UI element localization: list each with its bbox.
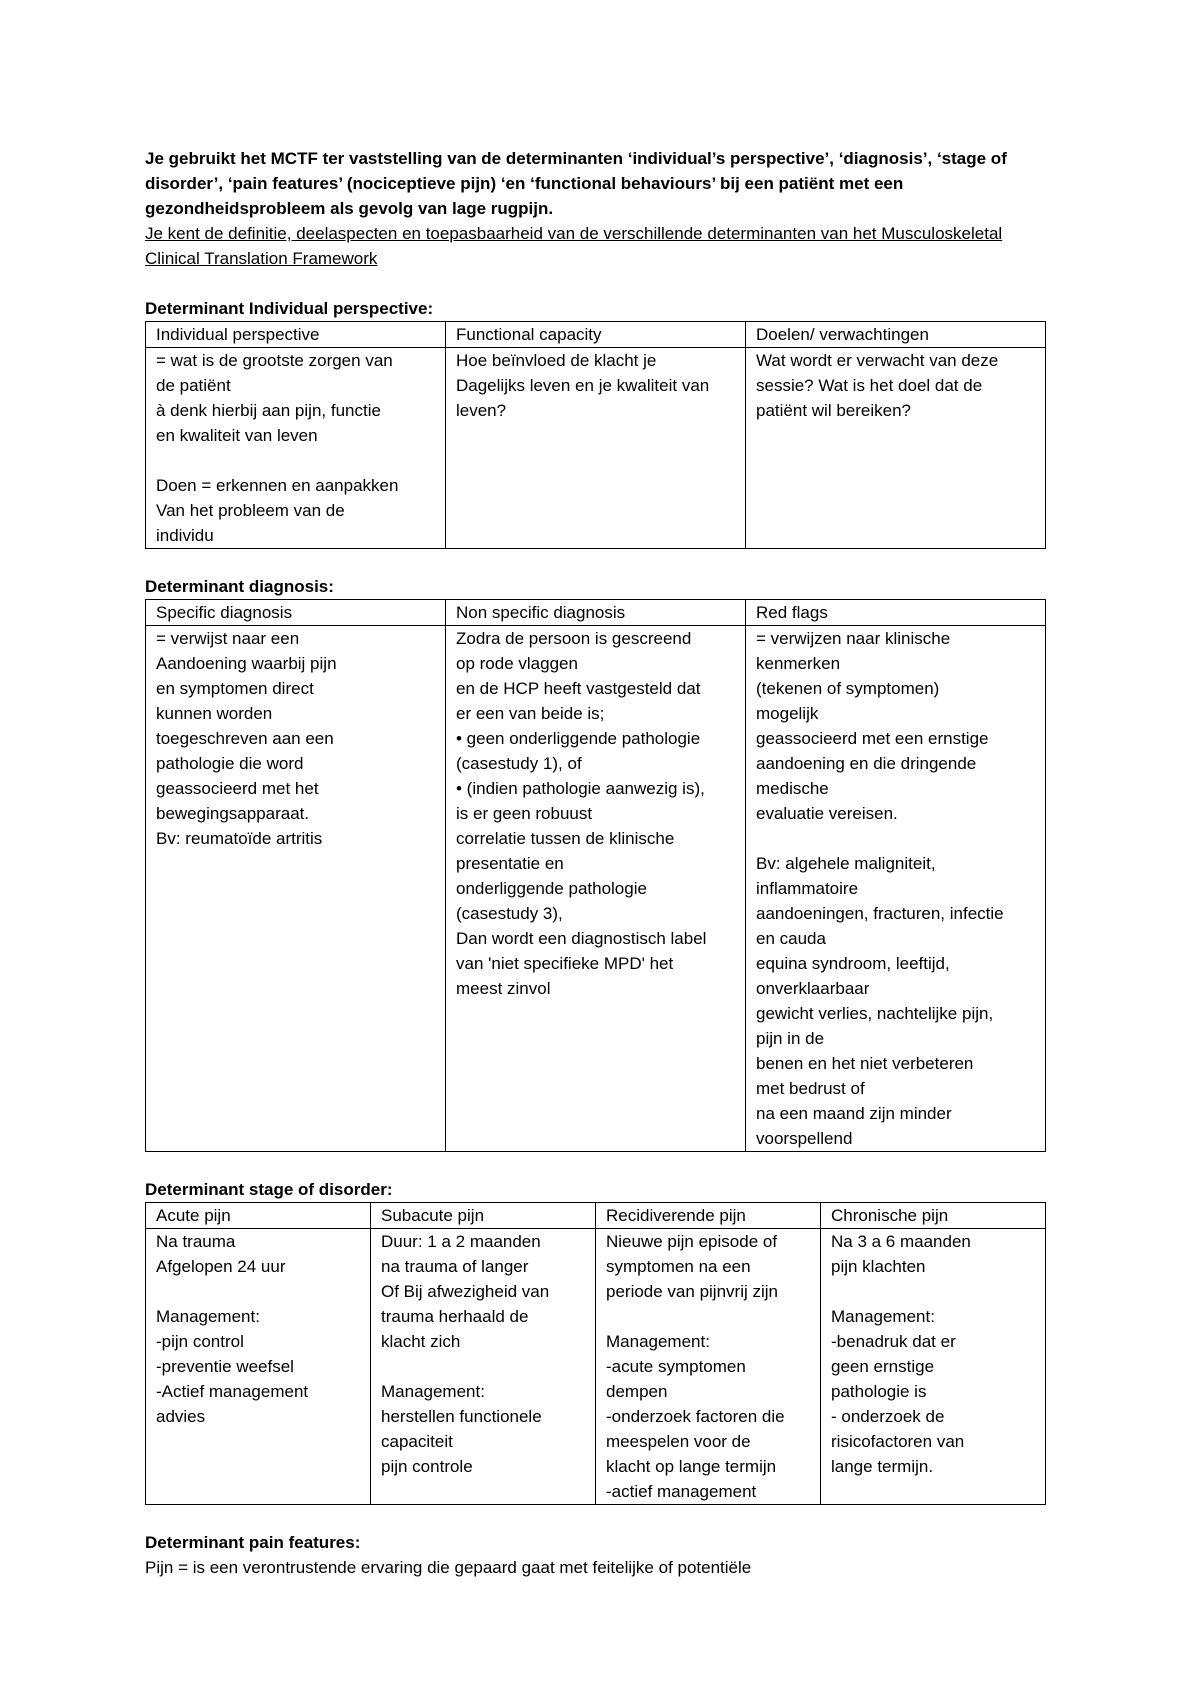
pain-definition-text: Pijn = is een verontrustende ervaring die gepaard gaat met feitelijke of potentiële: [145, 1558, 752, 1577]
heading-diagnosis: Determinant diagnosis:: [145, 577, 334, 596]
table-row: [146, 626, 1046, 1152]
cell-chronische-pijn: Na 3 a 6 maanden pijn klachten Management: -benadruk dat er geen ernstige pathologie is - onderzoek de risicofactoren van lange termijn.: [821, 1229, 1046, 1505]
cell-doelen-verwachtingen: Wat wordt er verwacht van deze sessie? Wat is het doel dat de patiënt wil bereiken?: [746, 348, 1046, 549]
header-specific-diagnosis: Specific diagnosis: [146, 600, 446, 626]
header-subacute-pijn: Subacute pijn: [371, 1203, 596, 1229]
spacer: [145, 1152, 1045, 1177]
header-recidiverende-pijn: Recidiverende pijn: [596, 1203, 821, 1229]
document-page: [145, 146, 1045, 1580]
cell-acute-pijn: Na trauma Afgelopen 24 uur Management: -pijn control -preventie weefsel -Actief management advies: [146, 1229, 371, 1505]
spacer: [145, 549, 1045, 574]
intro-learning-goal: Je gebruikt het MCTF ter vaststelling van de determinanten ‘individual’s perspective’, ‘diagnosis’, ‘stage of disorder’, ‘pain features’ (nociceptieve pijn) ‘en ‘functional behaviours’ bij een patiënt met een gezondheidsprobleem als gevolg van lage rugpijn.: [145, 149, 1007, 218]
table-stage-of-disorder: [145, 1202, 1046, 1505]
intro-underlined-goal: Je kent de definitie, deelaspecten en toepasbaarheid van de verschillende determinanten van het Musculoskeletal Clinical Translation Framework: [145, 224, 1003, 268]
header-functional-capacity: Functional capacity: [446, 322, 746, 348]
spacer: [145, 271, 1045, 296]
table-row: [146, 1229, 1046, 1505]
table-header-row: [146, 1203, 1046, 1229]
cell-subacute-pijn: Duur: 1 a 2 maanden na trauma of langer Of Bij afwezigheid van trauma herhaald de klacht zich Management: herstellen functionele capaciteit pijn controle: [371, 1229, 596, 1505]
heading-individual-perspective: Determinant Individual perspective:: [145, 299, 434, 318]
table-header-row: [146, 600, 1046, 626]
cell-recidiverende-pijn: Nieuwe pijn episode of symptomen na een periode van pijnvrij zijn Management: -acute symptomen dempen -onderzoek factoren die meespelen voor de klacht op lange termijn -actief management: [596, 1229, 821, 1505]
header-chronische-pijn: Chronische pijn: [821, 1203, 1046, 1229]
cell-specific-diagnosis: = verwijst naar een Aandoening waarbij pijn en symptomen direct kunnen worden toegeschreven aan een pathologie die word geassocieerd met het bewegingsapparaat. Bv: reumatoïde artritis: [146, 626, 446, 1152]
cell-functional-capacity: Hoe beïnvloed de klacht je Dagelijks leven en je kwaliteit van leven?: [446, 348, 746, 549]
spacer: [145, 1505, 1045, 1530]
table-header-row: [146, 322, 1046, 348]
table-individual-perspective: [145, 321, 1046, 549]
cell-non-specific-diagnosis: Zodra de persoon is gescreend op rode vlaggen en de HCP heeft vastgesteld dat er een van beide is; • geen onderliggende pathologie (casestudy 1), of • (indien pathologie aanwezig is), is er geen robuust correlatie tussen de klinische presentatie en onderliggende pathologie (casestudy 3), Dan wordt een diagnostisch label van 'niet specifieke MPD' het meest zinvol: [446, 626, 746, 1152]
cell-red-flags: = verwijzen naar klinische kenmerken (tekenen of symptomen) mogelijk geassocieerd met een ernstige aandoening en die dringende medische evaluatie vereisen. Bv: algehele maligniteit, inflammatoire aandoeningen, fracturen, infectie en cauda equina syndroom, leeftijd, onverklaarbaar gewicht verlies, nachtelijke pijn, pijn in de benen en het niet verbeteren met bedrust of na een maand zijn minder voorspellend: [746, 626, 1046, 1152]
heading-pain-features: Determinant pain features:: [145, 1533, 361, 1552]
table-row: [146, 348, 1046, 549]
header-red-flags: Red flags: [746, 600, 1046, 626]
header-doelen-verwachtingen: Doelen/ verwachtingen: [746, 322, 1046, 348]
header-acute-pijn: Acute pijn: [146, 1203, 371, 1229]
header-individual-perspective: Individual perspective: [146, 322, 446, 348]
heading-stage-of-disorder: Determinant stage of disorder:: [145, 1180, 393, 1199]
table-diagnosis: [145, 599, 1046, 1152]
cell-individual-perspective: = wat is de grootste zorgen van de patiënt à denk hierbij aan pijn, functie en kwaliteit van leven Doen = erkennen en aanpakken Van het probleem van de individu: [146, 348, 446, 549]
header-non-specific-diagnosis: Non specific diagnosis: [446, 600, 746, 626]
